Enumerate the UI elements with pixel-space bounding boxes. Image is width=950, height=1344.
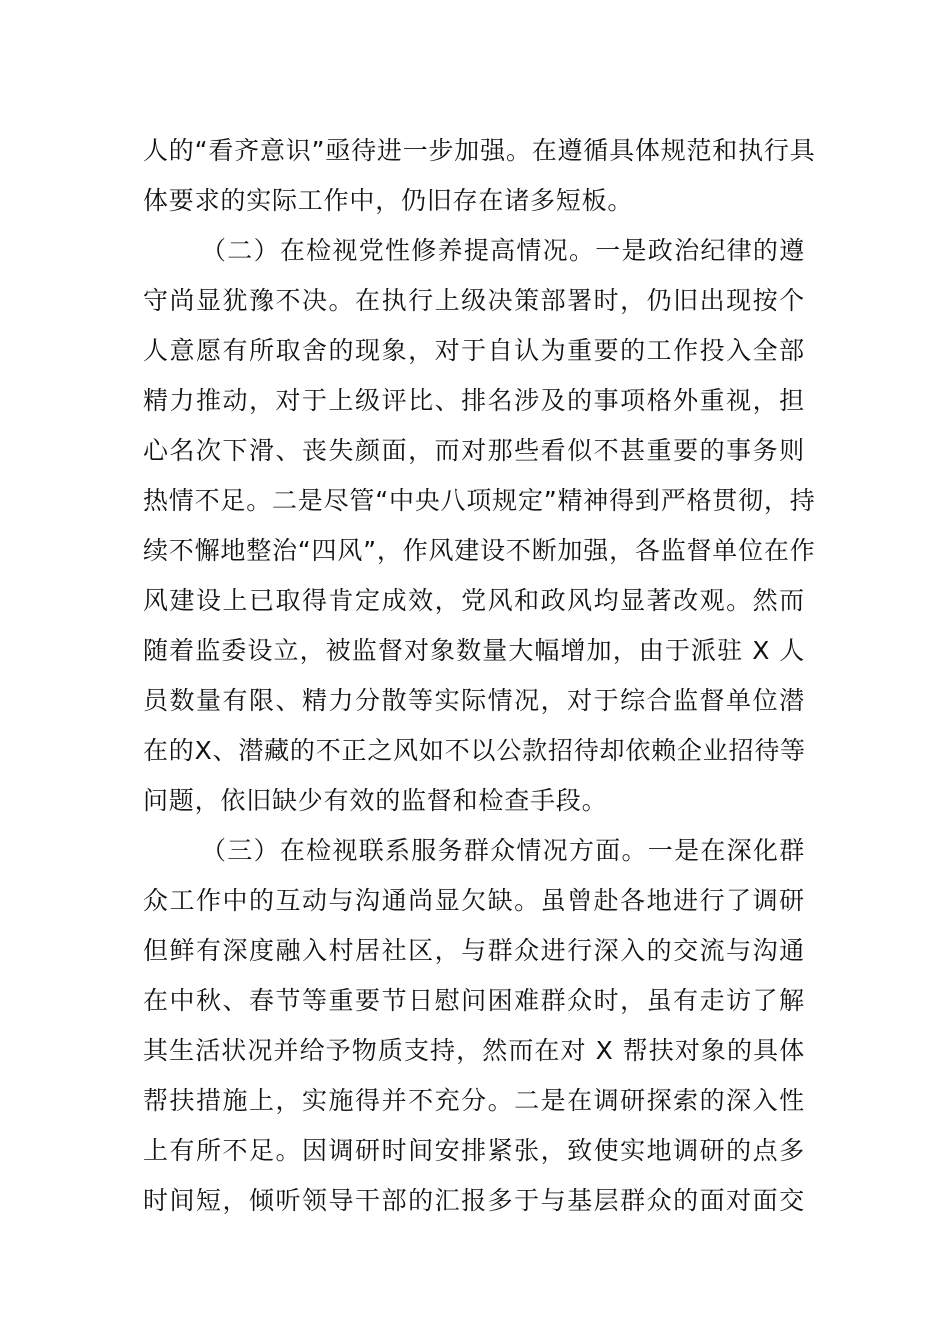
section-heading-line: （二）在检视党性修养提高情况。一是政治纪律的遵 <box>201 236 805 265</box>
text-line: 员数量有限、精力分散等实际情况，对于综合监督单位潜 <box>143 686 805 715</box>
text-line: 精力推动，对于上级评比、排名涉及的事项格外重视，担 <box>143 386 805 415</box>
text-line: 问题，依旧缺少有效的监督和检查手段。 <box>143 786 608 815</box>
text-line: 但鲜有深度融入村居社区，与群众进行深入的交流与沟通 <box>143 936 805 965</box>
text-line: 在的X、潜藏的不正之风如不以公款招待却依赖企业招待等 <box>143 736 806 765</box>
text-line: 心名次下滑、丧失颜面，而对那些看似不甚重要的事务则 <box>143 436 805 465</box>
text-line: 上有所不足。因调研时间安排紧张，致使实地调研的点多 <box>143 1136 805 1165</box>
text-line: 风建设上已取得肯定成效，党风和政风均显著改观。然而 <box>143 586 805 615</box>
text-line: 热情不足。二是尽管“中央八项规定”精神得到严格贯彻，持 <box>143 486 816 515</box>
text-line: 人的“看齐意识”亟待进一步加强。在遵循具体规范和执行具 <box>143 136 816 165</box>
section-heading-line: （三）在检视联系服务群众情况方面。一是在深化群 <box>201 836 805 865</box>
text-line: 时间短，倾听领导干部的汇报多于与基层群众的面对面交 <box>143 1186 805 1215</box>
text-line: 在中秋、春节等重要节日慰问困难群众时，虽有走访了解 <box>143 986 805 1015</box>
text-line: 帮扶措施上，实施得并不充分。二是在调研探索的深入性 <box>143 1086 805 1115</box>
document-body <box>143 126 816 1226</box>
text-line: 续不懈地整治“四风”，作风建设不断加强，各监督单位在作 <box>143 536 816 565</box>
text-line: 众工作中的互动与沟通尚显欠缺。虽曾赴各地进行了调研 <box>143 886 805 915</box>
text-line: 守尚显犹豫不决。在执行上级决策部署时，仍旧出现按个 <box>143 286 805 315</box>
text-line: 人意愿有所取舍的现象，对于自认为重要的工作投入全部 <box>143 336 805 365</box>
text-line: 其生活状况并给予物质支持，然而在对 X 帮扶对象的具体 <box>143 1036 805 1065</box>
text-line: 体要求的实际工作中，仍旧存在诸多短板。 <box>143 186 634 215</box>
text-line: 随着监委设立，被监督对象数量大幅增加，由于派驻 X 人 <box>143 636 805 665</box>
